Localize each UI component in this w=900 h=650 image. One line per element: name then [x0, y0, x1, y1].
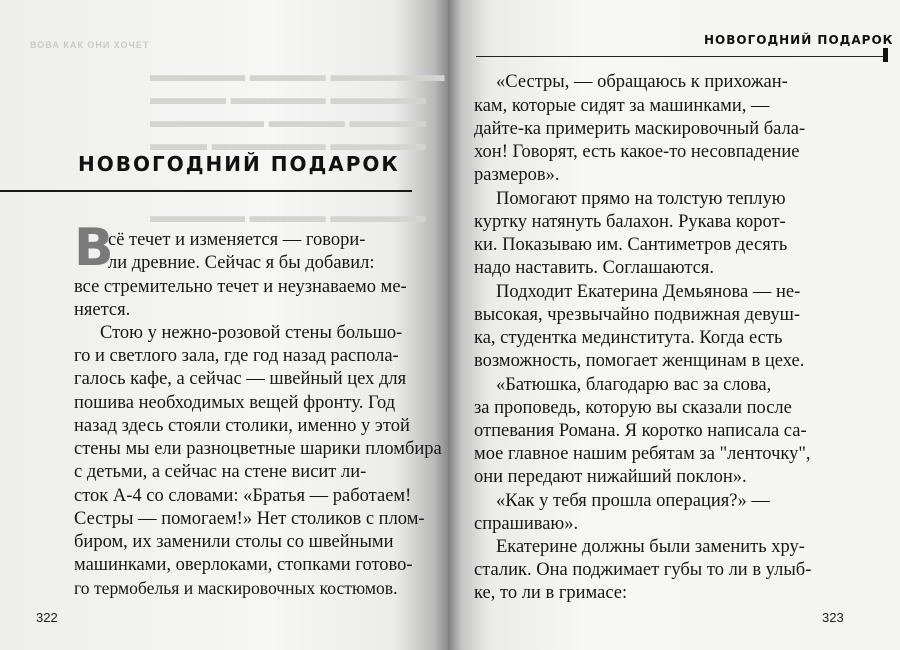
text-line: с детьми, а сейчас на стене висит ли- — [74, 462, 367, 482]
text-line: дайте-ка примерить маскировочный бала- — [474, 119, 806, 139]
text-line: мое главное нашим ребятам за "ленточку", — [474, 444, 811, 464]
page-number-right: 323 — [822, 610, 844, 625]
text-line: за проповедь, которую вы сказали после — [474, 398, 792, 418]
text-line: «Как у тебя прошла операция?» — — [496, 491, 770, 511]
text-line: хон! Говорят, есть какое-то несовпадение — [474, 142, 800, 162]
text-line: «Батюшка, благодарю вас за слова, — [496, 375, 772, 395]
text-line: машинками, оверлоками, стопками готово- — [74, 555, 413, 575]
text-line: ке, то ли в гримасе: — [474, 583, 628, 603]
text-line: галось кафе, а сейчас — швейный цех для — [74, 369, 407, 389]
text-line: Стою у нежно-розовой стены большо- — [100, 323, 403, 343]
text-line: возможность, помогает женщинам в цехе. — [474, 351, 805, 371]
text-line: сток А-4 со словами: «Братья — работаем! — [74, 486, 412, 506]
text-line: Екатерине должны были заменить хру- — [496, 537, 805, 557]
text-line: сталик. Она поджимает губы то ли в улыб- — [474, 560, 812, 580]
page-number-left: 322 — [36, 610, 58, 625]
text-line: няется. — [74, 300, 131, 320]
running-head-marker — [883, 48, 888, 62]
drop-cap: В — [74, 218, 114, 278]
text-line: биром, их заменили столы со швейными — [74, 532, 394, 552]
text-line: назад здесь стояли столики, именно у этой — [74, 416, 410, 436]
text-line: ки. Показываю им. Сантиметров десять — [474, 235, 788, 255]
text-line: все стремительно течет и неузнаваемо ме- — [74, 277, 407, 297]
text-line: кам, которые сидят за машинками, — — [474, 96, 770, 116]
text-line: го и светлого зала, где год назад распола- — [74, 346, 399, 366]
running-head-rule — [476, 56, 888, 57]
text-line: Помогают прямо на толстую теплую — [496, 189, 786, 209]
text-line: сё течет и изменяется — говори- — [108, 230, 366, 250]
text-line: «Сестры, — обращаюсь к прихожан- — [496, 72, 788, 92]
text-line: ка, студентка мединститута. Когда есть — [474, 328, 783, 348]
text-line: куртку натянуть балахон. Рукава корот- — [474, 212, 786, 232]
text-line: спрашиваю». — [474, 514, 579, 534]
chapter-rule — [0, 190, 412, 192]
text-line: они передают нижайший поклон». — [474, 467, 747, 487]
text-line: Подходит Екатерина Демьянова — не- — [496, 282, 801, 302]
text-line: размеров». — [474, 165, 560, 185]
text-line: отпевания Романа. Я коротко написала са- — [474, 421, 807, 441]
text-line: стены мы ели разноцветные шарики пломбира — [74, 439, 442, 459]
left-page: ВОВА КАК ОНИ ХОЧЕТ ▬▬▬▬▬ ▬▬▬▬ ▬▬▬▬▬▬ ▬▬▬▬ ▬▬▬▬▬ ▬▬▬▬▬ ▬▬▬▬▬▬ ▬▬▬▬ ▬▬▬▬ ▬▬▬ ▬▬▬▬▬▬ ▬▬▬▬▬ ▬▬▬▬▬ ▬▬▬▬ ▬▬▬▬▬ НОВОГОДНИЙ ПОДАРОК В сё течет и изменяется — говори- ли древние. Сейчас я бы добавил: все стремительно течет и неузнаваемо ме- няется. Стою у нежно-розовой стены большо- го и светлого зала, где год назад распола- галось кафе, а сейчас — швейный цех для пошива необходимых вещей фронту. Год назад здесь стояли столики, именно у этой стены мы ели разноцветные шарики пломбира с детьми, а сейчас на стене висит ли- сток А-4 со словами: «Братья — работаем! Сестры — помогаем!» Нет столиков с плом- биром, их заменили столы со швейными машинками, оверлоками, стопками готово- го термобелья и маскировочных костюмов. 322 — [0, 0, 448, 650]
text-line: го термобелья и маскировочных костюмов. — [74, 578, 398, 598]
text-line: надо наставить. Соглашаются. — [474, 258, 715, 278]
text-line: ли древние. Сейчас я бы добавил: — [108, 253, 375, 273]
text-line: Сестры — помогаем!» Нет столиков с плом- — [74, 509, 425, 529]
right-running-head: НОВОГОДНИЙ ПОДАРОК — [704, 33, 894, 47]
left-running-head: ВОВА КАК ОНИ ХОЧЕТ — [30, 40, 150, 50]
chapter-title: НОВОГОДНИЙ ПОДАРОК — [78, 152, 400, 176]
text-line: высокая, чрезвычайно подвижная девуш- — [474, 305, 801, 325]
text-line: пошива необходимых вещей фронту. Год — [74, 393, 396, 413]
